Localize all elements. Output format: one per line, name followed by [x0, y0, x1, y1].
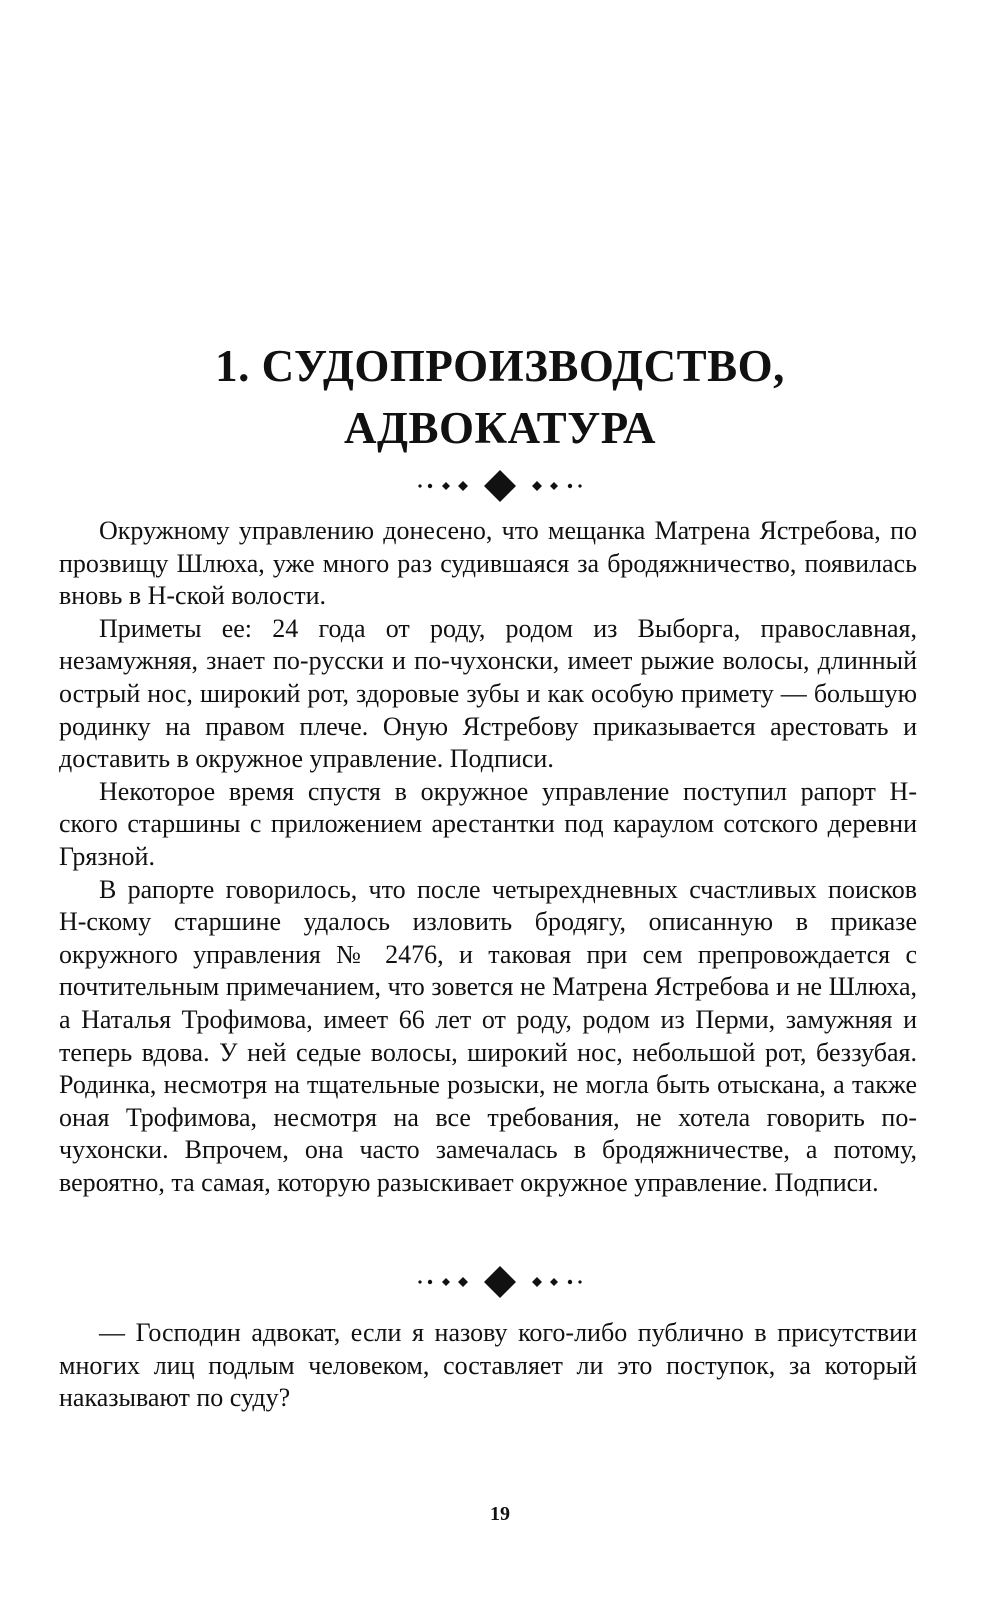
diamond-ornament-icon — [0, 1262, 1000, 1302]
main-text — [59, 515, 917, 1199]
chapter-title-line-1: 1. СУДОПРОИЗВОДСТВО, — [215, 341, 785, 391]
page-number: 19 — [490, 1503, 510, 1525]
paragraph: Приметы ее: 24 года от роду, родом из Выборга, православная, незамужняя, знает по-русски и по-чухонски, имеет рыжие волосы, длинный острый нос, широкий рот, здоровые зубы и как особую примету — большую родинку на правом плече. Оную Ястребову приказывается арестовать и доставить в окружное управление. Подписи. — [59, 613, 917, 774]
chapter-title — [90, 335, 910, 459]
paragraph: Некоторое время спустя в окружное управление поступил рапорт Н-ского старшины с приложением арестантки под караулом сотского деревни Грязной. — [59, 776, 917, 871]
dialogue-text — [59, 1317, 917, 1415]
chapter-title-line-2: АДВОКАТУРА — [344, 403, 656, 453]
dialogue-paragraph: — Господин адвокат, если я назову кого-либо публично в присутствии многих лиц подлым человеком, составляет ли это поступок, за который наказывают по суду? — [59, 1318, 917, 1413]
paragraph: В рапорте говорилось, что после четырехдневных счастливых поисков Н-скому старшине удалось изловить бродягу, описанную в приказе окружного управления № 2476, и таковая при сем препровождается с почтительным примечанием, что зовется не Матрена Ястребова и не Шлюха, а Наталья Трофимова, имеет 66 лет от роду, родом из Перми, замужняя и теперь вдова. У ней седые волосы, широкий нос, небольшой рот, беззубая. Родинка, несмотря на тщательные розыски, не могла быть отыскана, а также оная Трофимова, несмотря на все требования, не хотела говорить по-чухонски. Впрочем, она часто замечалась в бродяжничестве, а потому, вероятно, та самая, которую разыскивает окружное управление. Подписи. — [59, 874, 917, 1197]
diamond-ornament-icon — [0, 466, 1000, 506]
paragraph: Окружному управлению донесено, что мещанка Матрена Ястребова, по прозвищу Шлюха, уже много раз судившаяся за бродяжничество, появилась вновь в Н-ской волости. — [59, 516, 917, 611]
